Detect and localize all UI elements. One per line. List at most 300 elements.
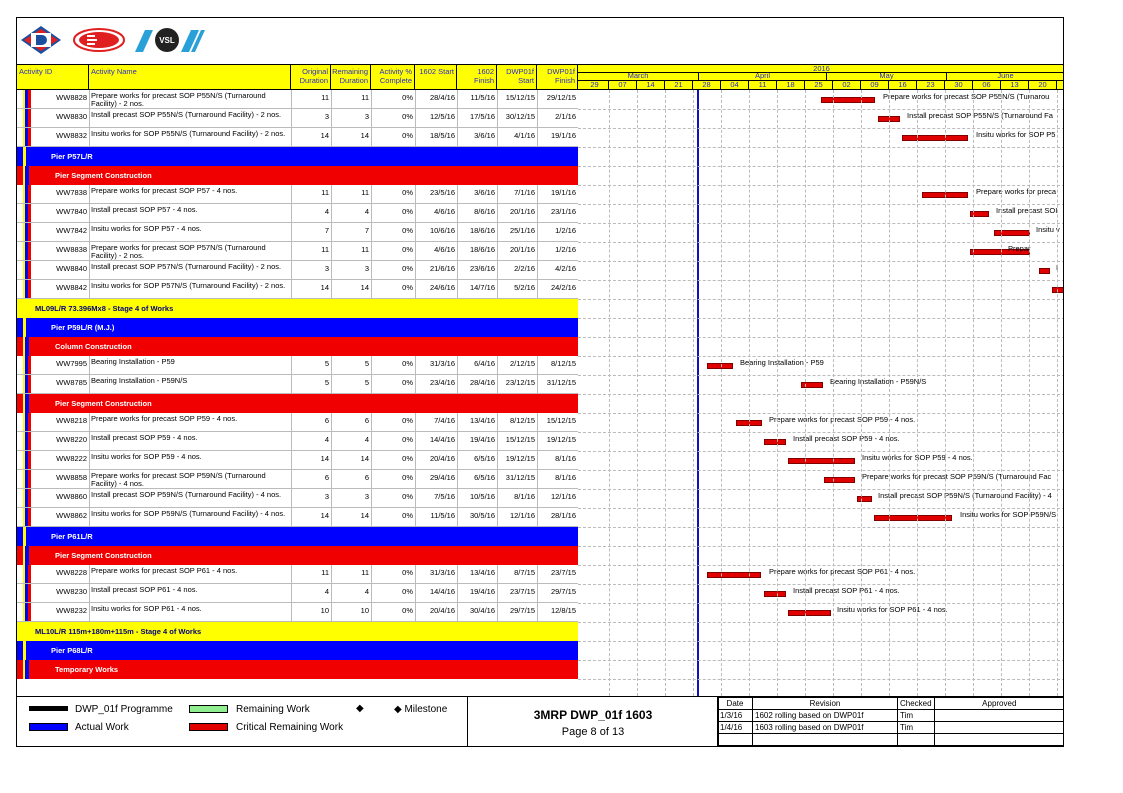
wbs-indent-bars: [23, 603, 31, 621]
cell-f2: 12/1/16: [550, 492, 576, 501]
col-original-duration[interactable]: [291, 65, 331, 89]
wbs-band-blue[interactable]: [17, 318, 578, 337]
rev-description: 1603 rolling based on DWP01f: [753, 722, 898, 734]
rev-date: 1/3/16: [718, 710, 753, 722]
revision-row: [718, 710, 1065, 722]
column-divider: [89, 451, 90, 469]
critical-work-bar[interactable]: [1039, 268, 1050, 274]
remaining-swatch: [189, 705, 228, 713]
critical-work-bar[interactable]: [821, 97, 875, 103]
cell-s1: 31/3/16: [429, 568, 455, 577]
critical-work-bar[interactable]: [1052, 287, 1064, 293]
activity-id: WW7838: [56, 188, 87, 197]
revision-table: [717, 697, 1064, 747]
cell-pc: 0%: [402, 473, 413, 482]
wbs-indent-bars: [23, 90, 31, 108]
col-label: Activity Name: [91, 67, 137, 76]
critical-work-bar[interactable]: [764, 439, 786, 445]
activity-id: WW8830: [56, 112, 87, 121]
cell-s1: 4/6/16: [434, 207, 455, 216]
col-1602-start[interactable]: [415, 65, 457, 89]
activity-id: WW8220: [56, 435, 87, 444]
critical-work-bar[interactable]: [788, 458, 855, 464]
cell-f1: 6/5/16: [474, 473, 495, 482]
cell-f2: 19/12/15: [546, 435, 576, 444]
cell-f1: 17/5/16: [469, 112, 495, 121]
cell-od: 14: [320, 131, 329, 140]
critical-work-bar[interactable]: [994, 230, 1030, 236]
cell-od: 4: [324, 207, 329, 216]
cell-pc: 0%: [402, 188, 413, 197]
wbs-indent-bars: [23, 527, 27, 546]
week-label: 04: [721, 80, 749, 89]
cell-rd: 4: [364, 435, 369, 444]
activity-id: WW8838: [56, 245, 87, 254]
wbs-indent-bars: [23, 565, 31, 583]
data-date-line: [697, 90, 699, 696]
wbs-label: Pier Segment Construction: [55, 399, 152, 408]
column-divider: [89, 223, 90, 241]
col-activity-id[interactable]: [17, 65, 89, 89]
bar-label: Insitu v: [1036, 225, 1060, 234]
activity-row[interactable]: [17, 413, 578, 432]
activity-row[interactable]: [17, 90, 578, 109]
week-gridline: [637, 90, 638, 696]
chart-row-gridline: [578, 280, 1064, 281]
cell-pc: 0%: [402, 435, 413, 444]
bar-label: Insitu works for SOP P59 - 4 nos.: [862, 453, 973, 462]
rev-date-header: Date: [718, 698, 753, 710]
cell-f1: 23/6/16: [469, 264, 495, 273]
cell-rd: 4: [364, 587, 369, 596]
cell-rd: 6: [364, 473, 369, 482]
wbs-label: Pier P61L/R: [51, 532, 93, 541]
week-gridline: [917, 90, 918, 696]
activity-row[interactable]: [17, 242, 578, 261]
cell-s1: 28/4/16: [429, 93, 455, 102]
chart-row-gridline: [578, 337, 1064, 338]
cell-rd: 7: [364, 226, 369, 235]
cell-od: 5: [324, 378, 329, 387]
activity-id: WW8222: [56, 454, 87, 463]
rev-revision-header: Revision: [753, 698, 898, 710]
month-label: June: [947, 72, 1064, 80]
cell-s2: 7/1/16: [514, 188, 535, 197]
cell-od: 7: [324, 226, 329, 235]
critical-work-bar[interactable]: [707, 363, 733, 369]
cell-f1: 19/4/16: [469, 435, 495, 444]
activity-id: WW8232: [56, 606, 87, 615]
week-gridline: [1029, 90, 1030, 696]
column-divider: [89, 470, 90, 488]
bar-label: Bearing Installation - P59N/S: [830, 377, 927, 386]
week-gridline: [861, 90, 862, 696]
wbs-indent-bars: [23, 432, 31, 450]
cell-s2: 19/12/15: [505, 454, 535, 463]
cell-s2: 8/7/15: [514, 568, 535, 577]
activity-row[interactable]: [17, 280, 578, 299]
cell-f2: 23/7/15: [550, 568, 576, 577]
critical-work-bar[interactable]: [707, 572, 761, 578]
activity-row[interactable]: [17, 584, 578, 603]
cell-od: 5: [324, 359, 329, 368]
cell-f2: 29/12/15: [546, 93, 576, 102]
activity-table: [17, 90, 578, 679]
cell-pc: 0%: [402, 454, 413, 463]
cell-f1: 3/6/16: [474, 131, 495, 140]
cell-f2: 24/2/16: [550, 283, 576, 292]
critical-work-bar[interactable]: [857, 496, 872, 502]
cell-pc: 0%: [402, 587, 413, 596]
cell-pc: 0%: [402, 207, 413, 216]
cell-s1: 14/4/16: [429, 435, 455, 444]
wbs-indent-bars: [23, 470, 31, 488]
column-divider: [89, 261, 90, 279]
week-label: 18: [777, 80, 805, 89]
wbs-band-blue[interactable]: [17, 641, 578, 660]
cell-f2: 12/8/15: [550, 606, 576, 615]
cell-s2: 2/12/15: [509, 359, 535, 368]
col-dwp01f-start[interactable]: [497, 65, 537, 89]
bar-label: I: [1056, 263, 1059, 272]
activity-name: Prepare works for precast SOP P57N/S (Turnaround Facility) - 2 nos.: [91, 243, 266, 260]
wbs-indent-bars: [23, 337, 31, 356]
critical-work-bar[interactable]: [788, 610, 831, 616]
cell-f2: 8/1/16: [555, 454, 576, 463]
activity-id: WW8828: [56, 93, 87, 102]
title-block: [467, 697, 719, 747]
cell-f1: 6/4/16: [474, 359, 495, 368]
chart-row-gridline: [578, 242, 1064, 243]
chart-row-gridline: [578, 128, 1064, 129]
chart-row-gridline: [578, 223, 1064, 224]
bar-label: Install precast SOP P55N/S (Turnaround Fa: [907, 111, 1053, 120]
wbs-label: Pier P68L/R: [51, 646, 93, 655]
wbs-band-red[interactable]: [17, 660, 578, 679]
chart-row-gridline: [578, 147, 1064, 148]
activity-name: Install precast SOP P55N/S (Turnaround Facility) - 2 nos.: [91, 110, 282, 119]
cell-s2: 20/1/16: [509, 245, 535, 254]
activity-name: Prepare works for precast SOP P55N/S (Turnaround Facility) - 2 nos.: [91, 91, 266, 108]
wbs-band-blue[interactable]: [17, 527, 578, 546]
revision-header-row: [718, 698, 1065, 710]
activity-name: Bearing Installation - P59N/S: [91, 376, 188, 385]
week-label: 11: [749, 80, 777, 89]
cell-f1: 3/6/16: [474, 188, 495, 197]
cell-f2: 2/1/16: [555, 112, 576, 121]
week-gridline: [749, 90, 750, 696]
activity-row[interactable]: [17, 128, 578, 147]
week-gridline: [1001, 90, 1002, 696]
bar-label: Prepare works for precast SOP P61 - 4 nos.: [769, 567, 916, 576]
wbs-label: Pier Segment Construction: [55, 551, 152, 560]
bar-label: Bearing Installation - P59: [740, 358, 824, 367]
activity-row[interactable]: [17, 375, 578, 394]
chart-row-gridline: [578, 660, 1064, 661]
col-dwp01f-finish[interactable]: [537, 65, 578, 89]
bar-label: Insitu works for SOP P61 - 4 nos.: [837, 605, 948, 614]
page-number: Page 8 of 13: [561, 726, 625, 738]
cell-s1: 31/3/16: [429, 359, 455, 368]
week-label: 28: [693, 80, 721, 89]
activity-row[interactable]: [17, 565, 578, 584]
bar-label: Prepare works for precast SOP P59N/S (Turnaround Fac: [862, 472, 1052, 481]
critical-work-bar[interactable]: [824, 477, 855, 483]
cell-s2: 23/12/15: [505, 378, 535, 387]
wbs-band-yellow[interactable]: [17, 299, 578, 318]
cell-f1: 19/4/16: [469, 587, 495, 596]
cell-s1: 20/4/16: [429, 454, 455, 463]
cell-f1: 28/4/16: [469, 378, 495, 387]
cell-s1: 7/5/16: [434, 492, 455, 501]
activity-name: Insitu works for SOP P59N/S (Turnaround Facility) - 4 nos.: [91, 509, 286, 518]
chart-row-gridline: [578, 565, 1064, 566]
chart-row-gridline: [578, 527, 1064, 528]
cell-rd: 3: [364, 112, 369, 121]
cell-od: 6: [324, 473, 329, 482]
col-1602-finish[interactable]: [457, 65, 497, 89]
wbs-band-red[interactable]: [17, 337, 578, 356]
cell-s1: 4/6/16: [434, 245, 455, 254]
cell-od: 10: [320, 606, 329, 615]
chart-row-gridline: [578, 546, 1064, 547]
cell-pc: 0%: [402, 283, 413, 292]
wbs-indent-bars: [23, 584, 31, 602]
cell-f2: 31/12/15: [546, 378, 576, 387]
column-divider: [89, 565, 90, 583]
cell-s2: 4/1/16: [514, 131, 535, 140]
chart-row-gridline: [578, 641, 1064, 642]
week-label: 30: [945, 80, 973, 89]
cell-s1: 11/5/16: [430, 511, 455, 520]
week-gridline: [833, 90, 834, 696]
month-label: March: [578, 72, 699, 80]
activity-name: Insitu works for SOP P61 - 4 nos.: [91, 604, 202, 613]
critical-work-bar[interactable]: [874, 515, 952, 521]
cell-s2: 8/12/15: [509, 416, 535, 425]
cell-f1: 18/6/16: [469, 245, 495, 254]
month-label: May: [827, 72, 947, 80]
chart-row-gridline: [578, 603, 1064, 604]
week-label: 14: [637, 80, 665, 89]
wbs-indent-bars: [23, 546, 31, 565]
wbs-label: ML10L/R 115m+180m+115m - Stage 4 of Works: [35, 627, 202, 636]
bar-label: Install precast SOP P59N/S (Turnaround Facility) - 4: [878, 491, 1052, 500]
wbs-indent-bars: [23, 147, 27, 166]
cell-pc: 0%: [402, 511, 413, 520]
activity-name: Insitu works for SOP P57 - 4 nos.: [91, 224, 202, 233]
activity-name: Insitu works for SOP P59 - 4 nos.: [91, 452, 202, 461]
cell-od: 14: [320, 511, 329, 520]
cell-od: 3: [324, 264, 329, 273]
activity-id: WW8858: [56, 473, 87, 482]
chart-row-gridline: [578, 394, 1064, 395]
col-percent-complete[interactable]: [371, 65, 415, 89]
week-gridline: [665, 90, 666, 696]
wbs-indent-bars: [23, 128, 31, 146]
activity-row[interactable]: [17, 204, 578, 223]
bar-label: Install precast SOP P59 - 4 nos.: [793, 434, 900, 443]
week-label: 29: [581, 80, 609, 89]
activity-id: WW8218: [56, 416, 87, 425]
column-divider: [89, 242, 90, 260]
cell-s1: 24/6/16: [429, 283, 455, 292]
activity-row[interactable]: [17, 432, 578, 451]
chart-row-gridline: [578, 261, 1064, 262]
activity-row[interactable]: [17, 603, 578, 622]
activity-name: Prepare works for precast SOP P59N/S (Turnaround Facility) - 4 nos.: [91, 471, 266, 488]
activity-row[interactable]: [17, 109, 578, 128]
col-label: DWP01f Finish: [547, 67, 575, 85]
wbs-band-red[interactable]: [17, 546, 578, 565]
chart-row-gridline: [578, 489, 1064, 490]
week-gridline: [777, 90, 778, 696]
activity-name: Insitu works for SOP P55N/S (Turnaround Facility) - 2 nos.: [91, 129, 286, 138]
cell-s1: 29/4/16: [429, 473, 455, 482]
critical-work-bar[interactable]: [902, 135, 968, 141]
activity-name: Install precast SOP P59N/S (Turnaround Facility) - 4 nos.: [91, 490, 282, 499]
column-divider: [89, 90, 90, 108]
chart-row-gridline: [578, 375, 1064, 376]
cell-od: 11: [321, 245, 329, 254]
week-label: 06: [973, 80, 1001, 89]
cell-rd: 11: [361, 188, 369, 197]
cell-s2: 29/7/15: [509, 606, 535, 615]
week-row: [578, 80, 1064, 89]
cell-s1: 7/4/16: [434, 416, 455, 425]
schedule-page: [16, 17, 1064, 747]
column-divider: [89, 508, 90, 526]
activity-name: Prepare works for precast SOP P57 - 4 nos.: [91, 186, 238, 195]
rev-approved-header: Approved: [934, 698, 1064, 710]
activity-row[interactable]: [17, 223, 578, 242]
bar-label: Install precast SOP P61 - 4 nos.: [793, 586, 900, 595]
chart-row-gridline: [578, 451, 1064, 452]
week-label: 23: [917, 80, 945, 89]
cell-pc: 0%: [402, 492, 413, 501]
chart-row-gridline: [578, 679, 1064, 680]
activity-name: Prepare works for precast SOP P61 - 4 nos.: [91, 566, 238, 575]
wbs-label: ML09L/R 73.396Mx8 - Stage 4 of Works: [35, 304, 174, 313]
legend-programme: DWP_01f Programme: [75, 704, 173, 715]
col-remaining-duration[interactable]: [331, 65, 371, 89]
cell-f2: 8/12/15: [550, 359, 576, 368]
chart-row-gridline: [578, 356, 1064, 357]
activity-row[interactable]: [17, 451, 578, 470]
wbs-indent-bars: [23, 185, 31, 203]
wbs-indent-bars: [23, 508, 31, 526]
cell-f2: 1/2/16: [555, 245, 576, 254]
logo-strip: [17, 18, 1064, 64]
cell-rd: 6: [364, 416, 369, 425]
bar-label: Insitu works for SOP P5: [976, 130, 1056, 139]
wbs-band-red[interactable]: [17, 166, 578, 185]
column-divider: [89, 489, 90, 507]
wbs-band-red[interactable]: [17, 394, 578, 413]
wbs-indent-bars: [23, 166, 31, 185]
activity-id: WW8862: [56, 511, 87, 520]
wbs-indent-bars: [23, 660, 31, 679]
cell-od: 3: [324, 112, 329, 121]
wbs-band-yellow[interactable]: [17, 622, 578, 641]
revision-row: [718, 734, 1065, 746]
legend-remaining: Remaining Work: [236, 704, 310, 715]
chart-row-gridline: [578, 470, 1064, 471]
activity-name: Prepare works for precast SOP P59 - 4 nos.: [91, 414, 238, 423]
cell-od: 14: [320, 454, 329, 463]
rev-approved: [934, 722, 1064, 734]
activity-row[interactable]: [17, 470, 578, 489]
week-gridline: [721, 90, 722, 696]
column-divider: [89, 375, 90, 393]
programme-swatch: [29, 706, 68, 711]
cell-s2: 25/1/16: [509, 226, 535, 235]
activity-row[interactable]: [17, 356, 578, 375]
activity-row[interactable]: [17, 185, 578, 204]
bar-label: Prepare works for precast SOP P55N/S (Turnarou: [883, 92, 1050, 101]
cell-f1: 14/7/16: [469, 283, 495, 292]
week-label: 13: [1001, 80, 1029, 89]
activity-row[interactable]: [17, 489, 578, 508]
col-label: DWP01f Start: [506, 67, 534, 85]
chart-row-gridline: [578, 185, 1064, 186]
activity-row[interactable]: [17, 261, 578, 280]
column-divider: [89, 413, 90, 431]
cell-rd: 11: [361, 93, 369, 102]
cell-rd: 10: [360, 606, 369, 615]
week-gridline: [805, 90, 806, 696]
cell-pc: 0%: [402, 378, 413, 387]
cell-rd: 4: [364, 207, 369, 216]
wbs-indent-bars: [23, 451, 31, 469]
cell-pc: 0%: [402, 112, 413, 121]
col-activity-name[interactable]: [89, 65, 291, 89]
rev-approved: [934, 710, 1064, 722]
cell-od: 11: [321, 188, 329, 197]
activity-name: Install precast SOP P57 - 4 nos.: [91, 205, 198, 214]
cell-rd: 11: [361, 568, 369, 577]
column-divider: [89, 280, 90, 298]
week-label: 25: [805, 80, 833, 89]
week-label: 20: [1029, 80, 1057, 89]
cell-f2: 15/12/15: [546, 416, 576, 425]
wbs-indent-bars: [23, 489, 31, 507]
critical-work-bar[interactable]: [764, 591, 786, 597]
activity-row[interactable]: [17, 508, 578, 527]
activity-id: WW8840: [56, 264, 87, 273]
activity-id: WW7840: [56, 207, 87, 216]
cell-pc: 0%: [402, 568, 413, 577]
cell-f2: 28/1/16: [550, 511, 576, 520]
week-gridline: [889, 90, 890, 696]
activity-name: Insitu works for SOP P57N/S (Turnaround Facility) - 2 nos.: [91, 281, 286, 290]
cell-s1: 20/4/16: [429, 606, 455, 615]
wbs-label: Temporary Works: [55, 665, 119, 674]
column-divider: [89, 603, 90, 621]
column-divider: [89, 432, 90, 450]
cell-s2: 2/2/16: [514, 264, 535, 273]
chart-row-gridline: [578, 318, 1064, 319]
cell-f1: 13/4/16: [469, 416, 495, 425]
activity-id: WW8832: [56, 131, 87, 140]
rev-checked: Tim: [898, 710, 935, 722]
chart-row-gridline: [578, 508, 1064, 509]
week-label: 16: [889, 80, 917, 89]
cell-s2: 5/2/16: [514, 283, 535, 292]
critical-swatch: [189, 723, 228, 731]
wbs-band-blue[interactable]: [17, 147, 578, 166]
cell-s1: 10/6/16: [429, 226, 455, 235]
